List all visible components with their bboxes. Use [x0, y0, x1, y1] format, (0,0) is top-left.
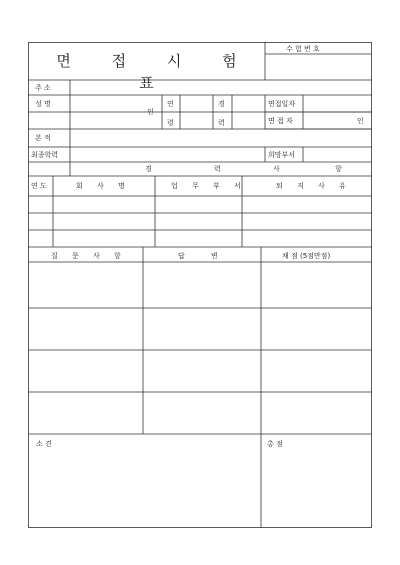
- answer-cell-1[interactable]: [146, 265, 258, 306]
- career-row-2-company[interactable]: [55, 215, 153, 229]
- interview-form: [28, 42, 372, 528]
- career-section-char-3: 사: [273, 165, 280, 173]
- score-cell-2[interactable]: [264, 310, 368, 348]
- interviewer-seal-mark: 인: [357, 117, 364, 125]
- exam-number-field[interactable]: [270, 64, 366, 76]
- score-cell-3[interactable]: [264, 352, 368, 390]
- score-cell-1[interactable]: [264, 265, 368, 306]
- interviewer-label: 면 접 자: [268, 117, 293, 125]
- opinion-field[interactable]: [31, 452, 258, 524]
- interview-date-field[interactable]: [306, 98, 368, 110]
- origin-field[interactable]: [74, 132, 368, 144]
- career-dept-header: 업 무 부 서: [171, 182, 247, 190]
- education-label: 최종학력: [31, 151, 59, 159]
- career-label-top: 경: [218, 100, 225, 108]
- desired-dept-label: 희망부서: [268, 151, 296, 159]
- career-row-3-reason[interactable]: [244, 232, 368, 246]
- career-company-header: 회 사 명: [76, 182, 131, 190]
- career-label-bottom: 력: [218, 119, 225, 127]
- name-field[interactable]: [74, 98, 158, 110]
- career-row-3-dept[interactable]: [157, 232, 240, 246]
- address-field[interactable]: [74, 82, 368, 94]
- career-row-3-company[interactable]: [55, 232, 153, 246]
- address-label: 주 소: [35, 84, 51, 92]
- question-cell-1[interactable]: [31, 265, 141, 306]
- career-section-char-2: 력: [214, 165, 221, 173]
- interview-date-label: 면접일자: [268, 100, 296, 108]
- total-score-label: 총 점: [267, 440, 283, 448]
- career-row-2-reason[interactable]: [244, 215, 368, 229]
- exam-number-label: 수 험 번 호: [286, 45, 320, 53]
- question-cell-4[interactable]: [31, 394, 141, 432]
- career-row-1-year[interactable]: [30, 198, 51, 212]
- career-row-1-company[interactable]: [55, 198, 153, 212]
- desired-dept-field[interactable]: [306, 149, 368, 161]
- career-section-char-1: 경: [145, 165, 152, 173]
- career-row-1-dept[interactable]: [157, 198, 240, 212]
- form-title: 면 접 시 험 표: [56, 52, 255, 92]
- career-years-field[interactable]: [235, 98, 262, 126]
- name-label: 성 명: [35, 100, 51, 108]
- career-row-2-year[interactable]: [30, 215, 51, 229]
- career-row-3-year[interactable]: [30, 232, 51, 246]
- career-row-2-dept[interactable]: [157, 215, 240, 229]
- education-field[interactable]: [74, 149, 261, 161]
- answers-header: 답 변: [178, 252, 230, 260]
- opinion-label: 소 견: [36, 440, 52, 448]
- career-year-header: 연 도: [31, 182, 47, 190]
- age-label-bottom: 령: [167, 119, 174, 127]
- question-cell-3[interactable]: [31, 352, 141, 390]
- career-section-char-4: 항: [335, 165, 342, 173]
- total-score-field[interactable]: [264, 452, 368, 524]
- name-seal-mark: 인: [147, 108, 154, 116]
- origin-label: 본 적: [35, 134, 51, 142]
- score-cell-4[interactable]: [264, 394, 368, 432]
- score-header: 채 점 (5점만점): [282, 252, 331, 260]
- age-label-top: 연: [167, 100, 174, 108]
- answer-cell-2[interactable]: [146, 310, 258, 348]
- answer-cell-4[interactable]: [146, 394, 258, 432]
- career-reason-header: 퇴 직 사 유: [276, 182, 352, 190]
- answer-cell-3[interactable]: [146, 352, 258, 390]
- career-row-1-reason[interactable]: [244, 198, 368, 212]
- question-cell-2[interactable]: [31, 310, 141, 348]
- questions-header: 질 문 사 항: [51, 252, 127, 260]
- age-field[interactable]: [184, 98, 210, 126]
